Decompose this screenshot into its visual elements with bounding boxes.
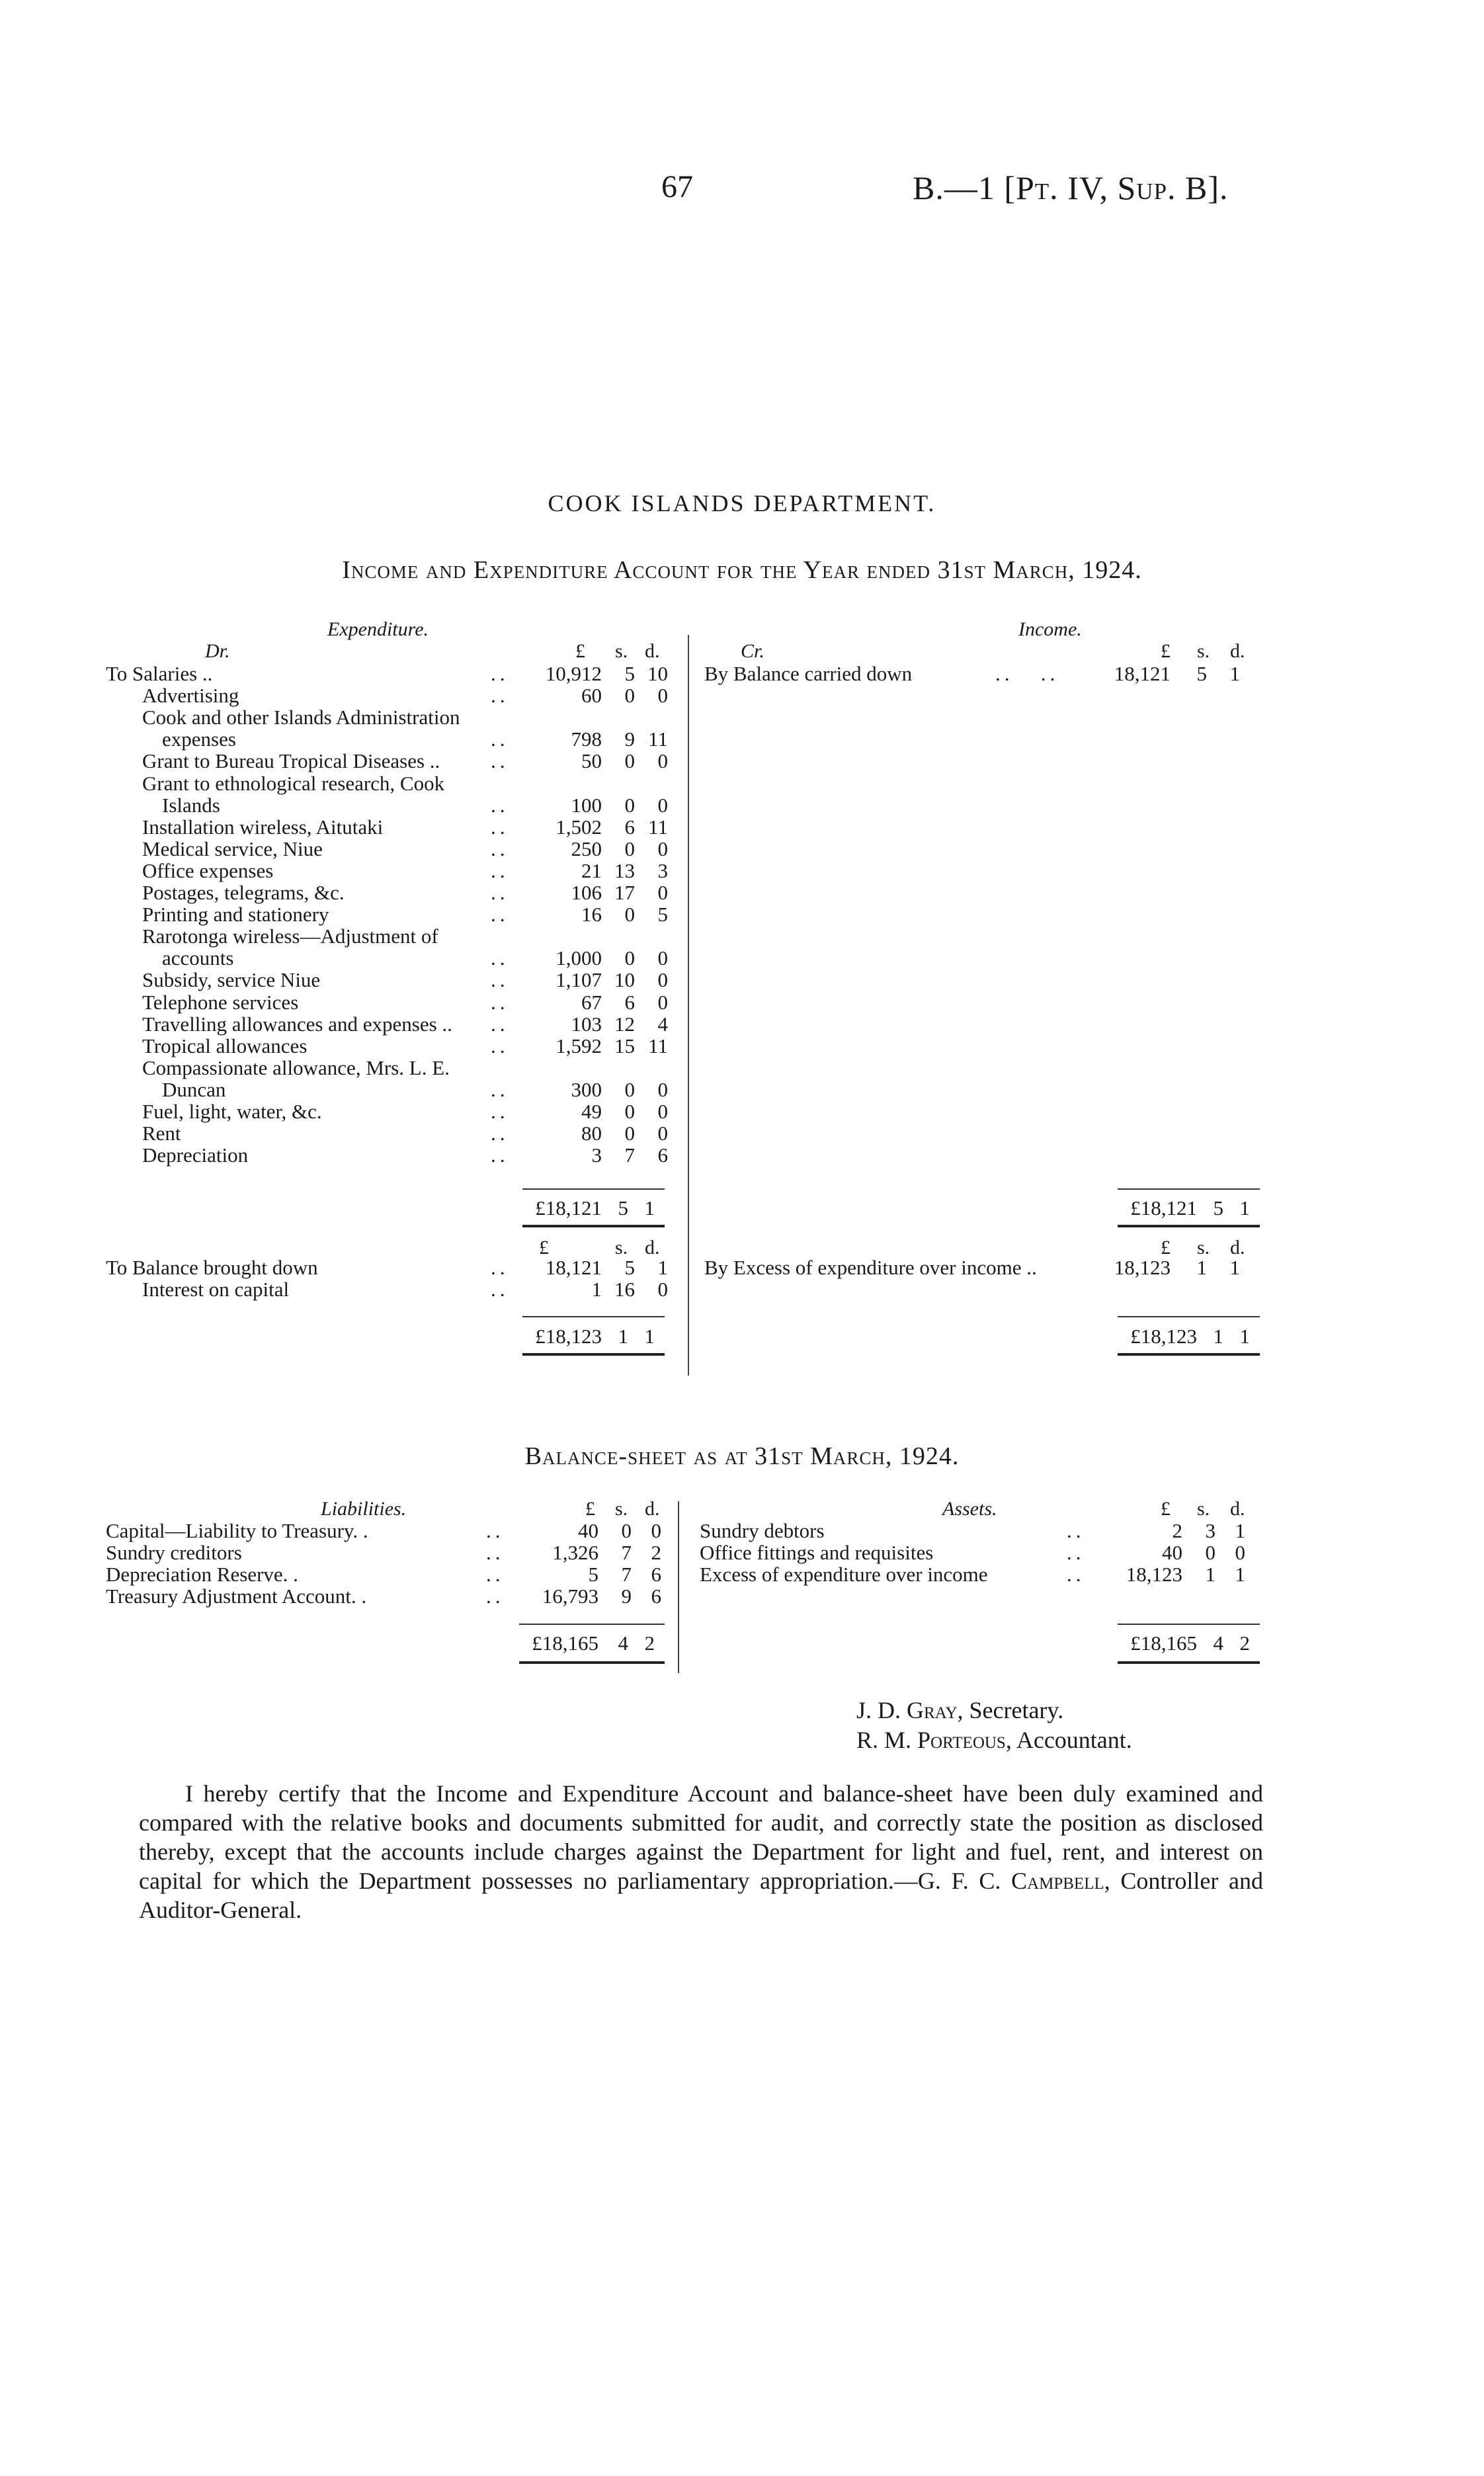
expenditure-row-pence: 0	[657, 881, 668, 904]
bs-total-pence: 2	[644, 1631, 655, 1655]
expenditure-row	[106, 706, 675, 728]
income-pounds-2: 18,123	[1114, 1256, 1171, 1279]
total-1-pounds: £18,121	[535, 1196, 602, 1219]
leader-dots: ..	[491, 858, 509, 882]
expenditure-row	[106, 925, 675, 947]
expenditure-row-pence: 4	[657, 1012, 668, 1036]
expenditure-row	[106, 838, 675, 860]
expenditure-row	[106, 882, 675, 903]
expenditure-row-shillings: 17	[614, 881, 635, 904]
expenditure-row-2-shillings: 5	[624, 1256, 635, 1279]
col-pence-right-2: d.	[1230, 1237, 1245, 1259]
expenditure-row-label: Telephone services	[142, 990, 299, 1014]
expenditure-row-label: Compassionate allowance, Mrs. L. E.	[142, 1055, 450, 1079]
expenditure-row-pounds: 3	[591, 1143, 602, 1167]
expenditure-row-shillings: 5	[624, 662, 635, 685]
col-pence-left-2: d.	[645, 1237, 660, 1259]
liability-row-pence: 6	[651, 1585, 661, 1608]
expenditure-row-shillings: 0	[624, 1077, 635, 1101]
leader-dots: ..	[486, 1585, 505, 1608]
expenditure-row-label: Office expenses	[142, 858, 274, 882]
liability-row-shillings: 9	[621, 1585, 632, 1608]
expenditure-row-label: Duncan	[162, 1077, 226, 1101]
expenditure-row	[106, 728, 675, 750]
expenditure-row-label: Advertising	[142, 684, 239, 708]
liability-row-label: Sundry creditors	[106, 1541, 242, 1564]
asset-row	[700, 1520, 1268, 1542]
expenditure-row	[106, 1013, 675, 1035]
expenditure-row-shillings: 0	[624, 749, 635, 773]
signature-secretary	[856, 1696, 1063, 1724]
bs-total-pence-right: 2	[1239, 1631, 1250, 1655]
asset-row-pounds: 18,123	[1126, 1563, 1182, 1586]
liability-row	[106, 1585, 668, 1607]
expenditure-row-label: Grant to Bureau Tropical Diseases ..	[142, 749, 440, 773]
subtotal-rule-left-2	[522, 1316, 665, 1317]
expenditure-row-label: Grant to ethnological research, Cook	[142, 771, 445, 795]
expenditure-row-2-label: To Balance brought down	[106, 1256, 318, 1279]
balance-sheet-title: Balance-sheet as at 31st March, 1924.	[524, 1442, 960, 1470]
certificate-signer: Campbell	[1011, 1868, 1104, 1894]
expenditure-row-pence: 10	[647, 662, 668, 685]
expenditure-row-pounds: 1,502	[556, 815, 602, 839]
expenditure-row-label: Fuel, light, water, &c.	[142, 1100, 322, 1123]
total-2-pounds-right: £18,123	[1130, 1325, 1197, 1348]
expenditure-row-2-shillings: 16	[614, 1278, 635, 1301]
liability-row-pence: 6	[651, 1563, 661, 1586]
expenditure-row-pence: 6	[657, 1143, 668, 1167]
total-2-pounds: £18,123	[535, 1325, 602, 1348]
expenditure-row	[106, 816, 675, 838]
expenditure-row-shillings: 7	[624, 1143, 635, 1167]
expenditure-row-pounds: 300	[571, 1077, 602, 1101]
expenditure-row-pence: 0	[657, 1122, 668, 1145]
expenditure-row-shillings: 0	[624, 946, 635, 970]
income-label-2: By Excess of expenditure over income ..	[704, 1256, 1037, 1279]
income-pence: 1	[1229, 662, 1240, 685]
expenditure-row-2-pounds: 18,121	[545, 1256, 602, 1279]
expenditure-row-shillings: 9	[624, 727, 635, 751]
bs-col-pence-left: d.	[645, 1498, 660, 1520]
bs-rule-left	[519, 1624, 665, 1625]
expenditure-row-shillings: 6	[624, 990, 635, 1014]
expenditure-row-label: To Salaries ..	[106, 662, 213, 685]
total-2-shillings: 1	[618, 1325, 628, 1348]
cr-label: Cr.	[741, 640, 764, 662]
expenditure-row-pounds: 50	[581, 749, 602, 773]
expenditure-row	[106, 991, 675, 1013]
expenditure-row-pounds: 1,592	[556, 1034, 602, 1057]
leader-dots: ..	[491, 1256, 509, 1279]
expenditure-row-pence: 0	[657, 793, 668, 817]
leader-dots: ..	[491, 1143, 509, 1167]
expenditure-row-pence: 0	[657, 946, 668, 970]
leader-dots: ..	[491, 1122, 509, 1145]
liability-row-label: Depreciation Reserve. .	[106, 1563, 298, 1586]
col-pounds-left: £	[575, 640, 585, 662]
liability-row-pounds: 16,793	[542, 1585, 598, 1608]
asset-row-pence: 0	[1235, 1541, 1245, 1564]
expenditure-row-pence: 0	[657, 1100, 668, 1123]
expenditure-row-label: Postages, telegrams, &c.	[142, 881, 345, 904]
expenditure-row	[106, 684, 675, 706]
total-2-right	[1118, 1325, 1260, 1347]
income-row	[704, 663, 1273, 684]
total-rule-right-2	[1118, 1353, 1260, 1356]
expenditure-row	[106, 947, 675, 969]
total-rule-left-2	[522, 1353, 665, 1356]
col-pence-left: d.	[645, 640, 660, 662]
subtotal-rule-left	[522, 1188, 665, 1190]
asset-row-shillings: 3	[1205, 1519, 1216, 1542]
expenditure-row-label: Tropical allowances	[142, 1034, 308, 1057]
income-pounds: 18,121	[1114, 662, 1171, 685]
leader-dots: ..	[491, 903, 509, 927]
liability-row-label: Capital—Liability to Treasury. .	[106, 1519, 368, 1542]
total-1-shillings-right: 5	[1213, 1196, 1223, 1219]
liability-row-pounds: 5	[588, 1563, 598, 1586]
total-1-pence-right: 1	[1239, 1196, 1250, 1219]
expenditure-row-label: Subsidy, service Niue	[142, 968, 321, 992]
expenditure-row-shillings: 0	[624, 837, 635, 860]
bs-col-pounds-right: £	[1161, 1498, 1171, 1520]
expenditure-row-label: accounts	[162, 946, 234, 970]
expenditure-row-pounds: 100	[571, 793, 602, 817]
leader-dots: ..	[491, 1077, 509, 1101]
expenditure-row-pence: 5	[657, 903, 668, 927]
expenditure-row-pence: 0	[657, 684, 668, 708]
leader-dots: ..	[491, 1012, 509, 1036]
expenditure-row	[106, 860, 675, 882]
income-pence-2: 1	[1229, 1256, 1240, 1279]
asset-row-pounds: 2	[1172, 1519, 1182, 1542]
col-shillings-left: s.	[615, 640, 628, 662]
liability-row-shillings: 0	[621, 1519, 632, 1542]
expenditure-row	[106, 794, 675, 816]
expenditure-row-shillings: 0	[624, 793, 635, 817]
expenditure-row-2-pence: 0	[657, 1278, 668, 1301]
expenditure-row-pounds: 10,912	[545, 662, 602, 685]
center-divider	[688, 635, 689, 1376]
asset-row-label: Excess of expenditure over income	[700, 1563, 988, 1586]
asset-row-pence: 1	[1235, 1563, 1245, 1586]
liability-row-pence: 0	[651, 1519, 661, 1542]
expenditure-row	[106, 772, 675, 794]
liability-row	[106, 1542, 668, 1563]
bs-total-rule-left	[519, 1661, 665, 1664]
total-1-pence: 1	[644, 1196, 655, 1219]
asset-row	[700, 1563, 1268, 1585]
asset-row-shillings: 0	[1205, 1541, 1216, 1564]
expenditure-row	[106, 663, 675, 684]
asset-row-label: Sundry debtors	[700, 1519, 825, 1542]
document-reference: B.—1 [Pt. IV, Sup. B].	[913, 169, 1229, 206]
expenditure-row-label: Installation wireless, Aitutaki	[142, 815, 384, 839]
expenditure-row-pence: 0	[657, 837, 668, 860]
bs-col-pounds-left: £	[585, 1498, 595, 1520]
expenditure-row	[106, 1079, 675, 1100]
bs-col-pence-right: d.	[1230, 1498, 1245, 1520]
leader-dots: ..	[486, 1541, 505, 1564]
expenditure-row-2	[106, 1257, 675, 1278]
expenditure-row-pounds: 798	[571, 727, 602, 751]
liability-row	[106, 1520, 668, 1542]
expenditure-row-shillings: 0	[624, 1122, 635, 1145]
income-label: By Balance carried down	[704, 662, 913, 685]
col-pounds-right: £	[1161, 640, 1171, 662]
asset-row	[700, 1542, 1268, 1563]
expenditure-row-label: Cook and other Islands Administration	[142, 706, 460, 729]
expenditure-row	[106, 969, 675, 991]
expenditure-row-shillings: 0	[624, 1100, 635, 1123]
expenditure-row-pounds: 60	[581, 684, 602, 708]
expenditure-row	[106, 1035, 675, 1057]
total-2-shillings-right: 1	[1213, 1325, 1223, 1348]
liability-row-label: Treasury Adjustment Account. .	[106, 1585, 367, 1608]
expenditure-row-shillings: 0	[624, 684, 635, 708]
total-2-pence-right: 1	[1239, 1325, 1250, 1348]
leader-dots: ..	[491, 946, 509, 970]
leader-dots: ..	[486, 1519, 505, 1542]
expenditure-row-pence: 0	[657, 1077, 668, 1101]
leader-dots: ..	[1067, 1563, 1085, 1586]
bs-total-shillings-right: 4	[1213, 1631, 1223, 1655]
certificate-signer-title: , Controller and Auditor-General.	[139, 1868, 1264, 1923]
expenditure-row-2-label: Interest on capital	[142, 1278, 290, 1301]
expenditure-row-2	[106, 1278, 675, 1300]
expenditure-row	[106, 1144, 675, 1166]
signature-accountant	[856, 1726, 1132, 1754]
expenditure-row-pence: 11	[648, 1034, 668, 1057]
expenditure-row-label: expenses	[162, 727, 236, 751]
expenditure-row-pounds: 250	[571, 837, 602, 860]
bs-total-pounds-right: £18,165	[1130, 1631, 1197, 1655]
asset-row-shillings: 1	[1205, 1563, 1216, 1586]
expenditure-row-label: Rent	[142, 1122, 181, 1145]
expenditure-row	[106, 1057, 675, 1079]
expenditure-row-pounds: 103	[571, 1012, 602, 1036]
expenditure-row-pence: 11	[648, 727, 668, 751]
subtotal-rule-right	[1118, 1188, 1260, 1190]
col-pence-right: d.	[1230, 640, 1245, 662]
bs-total-shillings: 4	[618, 1631, 628, 1655]
leader-dots: ..	[491, 684, 509, 708]
expenditure-row-pounds: 106	[571, 881, 602, 904]
signature-accountant-name: R. M. Porteous	[856, 1727, 1006, 1753]
expenditure-row-pounds: 21	[581, 858, 602, 882]
total-rule-left	[522, 1225, 665, 1227]
expenditure-row-pounds: 1,107	[556, 968, 602, 992]
expenditure-row-label: Depreciation	[142, 1143, 249, 1167]
expenditure-row	[106, 1100, 675, 1122]
leader-dots: ..	[491, 837, 509, 860]
bs-total-right	[1118, 1632, 1260, 1654]
department-title: COOK ISLANDS DEPARTMENT.	[548, 490, 936, 516]
expenditure-row	[106, 1122, 675, 1144]
leader-dots: ..	[491, 749, 509, 773]
leader-dots: .. ..	[995, 662, 1059, 685]
expenditure-row-label: Printing and stationery	[142, 903, 329, 927]
col-shillings-right-2: s.	[1197, 1237, 1210, 1259]
expenditure-row-shillings: 10	[614, 968, 635, 992]
total-2-pence: 1	[644, 1325, 655, 1348]
leader-dots: ..	[491, 662, 509, 685]
total-1-right	[1118, 1197, 1260, 1219]
expenditure-row-pence: 0	[657, 749, 668, 773]
total-1-shillings: 5	[618, 1196, 628, 1219]
liability-row	[106, 1563, 668, 1585]
expenditure-row-pounds: 80	[581, 1122, 602, 1145]
bs-total-pounds: £18,165	[532, 1631, 598, 1655]
expenditure-row	[106, 903, 675, 925]
leader-dots: ..	[491, 881, 509, 904]
leader-dots: ..	[491, 727, 509, 751]
expenditure-row-pence: 0	[657, 968, 668, 992]
leader-dots: ..	[491, 990, 509, 1014]
expenditure-row	[106, 750, 675, 772]
expenditure-row-pounds: 49	[581, 1100, 602, 1123]
expenditure-row-pounds: 67	[581, 990, 602, 1014]
bs-total-left	[519, 1632, 665, 1654]
expenditure-heading: Expenditure.	[327, 618, 429, 640]
subtotal-rule-right-2	[1118, 1316, 1260, 1317]
leader-dots: ..	[491, 793, 509, 817]
liability-row-pounds: 1,326	[552, 1541, 598, 1564]
asset-row-label: Office fittings and requisites	[700, 1541, 934, 1564]
liability-row-shillings: 7	[621, 1563, 632, 1586]
expenditure-row-label: Islands	[162, 793, 220, 817]
leader-dots: ..	[491, 1278, 509, 1301]
account-title: Income and Expenditure Account for the Year ended 31st March, 1924.	[342, 556, 1142, 584]
liabilities-heading: Liabilities.	[321, 1498, 407, 1520]
leader-dots: ..	[491, 815, 509, 839]
income-heading: Income.	[1018, 618, 1082, 640]
leader-dots: ..	[491, 1034, 509, 1057]
certificate-text: I hereby certify that the Income and Expenditure Account and balance-sheet have been duly examined and compared with the relative books and documents submitted for audit, and correctly state the position as disclosed thereby, except that the accounts include charges against the Department for light and fuel, rent, and interest on capital for which the Department possesses no parliamentary appropriation.—G. F. C.	[139, 1780, 1263, 1894]
page-number: 67	[661, 169, 693, 204]
bs-col-shillings-left: s.	[615, 1498, 628, 1520]
expenditure-row-pence: 0	[657, 990, 668, 1014]
bs-rule-right	[1118, 1624, 1260, 1625]
expenditure-row-pounds: 1,000	[556, 946, 602, 970]
bs-center-divider	[678, 1501, 679, 1673]
expenditure-row-label: Rarotonga wireless—Adjustment of	[142, 925, 438, 948]
total-1-pounds-right: £18,121	[1130, 1196, 1197, 1219]
leader-dots: ..	[1067, 1541, 1085, 1564]
col-shillings-right: s.	[1197, 640, 1210, 662]
total-1-left	[522, 1197, 665, 1219]
col-shillings-left-2: s.	[615, 1237, 628, 1259]
expenditure-row-label: Medical service, Niue	[142, 837, 323, 860]
expenditure-row-shillings: 6	[624, 815, 635, 839]
col-pounds-left-2: £	[539, 1237, 549, 1259]
liability-row-shillings: 7	[621, 1541, 632, 1564]
expenditure-row-label: Travelling allowances and expenses ..	[142, 1012, 452, 1036]
signature-secretary-role: , Secretary.	[957, 1697, 1064, 1723]
total-2-left	[522, 1325, 665, 1347]
expenditure-row-2-pence: 1	[657, 1256, 668, 1279]
liability-row-pounds: 40	[578, 1519, 598, 1542]
leader-dots: ..	[491, 1100, 509, 1123]
expenditure-row-2-pounds: 1	[591, 1278, 602, 1301]
expenditure-row-pounds: 16	[581, 903, 602, 927]
income-row-2	[704, 1257, 1273, 1278]
expenditure-row-shillings: 15	[614, 1034, 635, 1057]
signature-secretary-name: J. D. Gray	[856, 1697, 958, 1723]
total-rule-right	[1118, 1225, 1260, 1227]
income-shillings: 5	[1196, 662, 1207, 685]
asset-row-pounds: 40	[1162, 1541, 1182, 1564]
col-pounds-right-2: £	[1161, 1237, 1171, 1259]
income-shillings-2: 1	[1196, 1256, 1207, 1279]
signature-accountant-role: , Accountant.	[1005, 1727, 1132, 1753]
leader-dots: ..	[486, 1563, 505, 1586]
audit-certificate	[139, 1779, 1263, 1924]
expenditure-row-shillings: 13	[614, 858, 635, 882]
asset-row-pence: 1	[1235, 1519, 1245, 1542]
bs-total-rule-right	[1118, 1661, 1260, 1664]
bs-col-shillings-right: s.	[1197, 1498, 1210, 1520]
liability-row-pence: 2	[651, 1541, 661, 1564]
leader-dots: ..	[491, 968, 509, 992]
leader-dots: ..	[1067, 1519, 1085, 1542]
expenditure-row-pence: 3	[657, 858, 668, 882]
expenditure-row-shillings: 0	[624, 903, 635, 927]
expenditure-row-shillings: 12	[614, 1012, 635, 1036]
assets-heading: Assets.	[942, 1498, 997, 1520]
dr-label: Dr.	[205, 640, 230, 662]
expenditure-row-pence: 11	[648, 815, 668, 839]
